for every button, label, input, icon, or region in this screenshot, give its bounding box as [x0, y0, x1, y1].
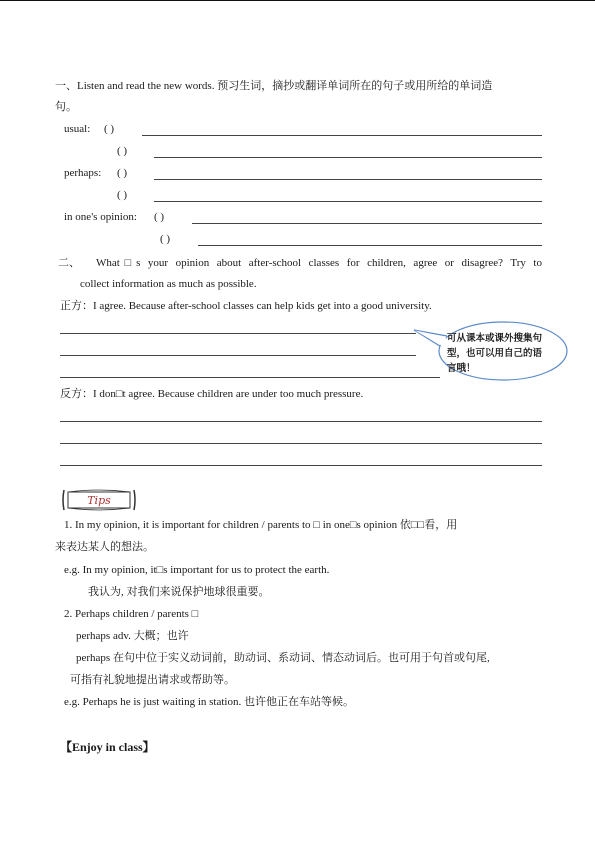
- answer-line: [154, 201, 542, 202]
- top-rule: [0, 0, 595, 1]
- paren-perhaps-1: ( ): [117, 167, 128, 179]
- tips-usage: perhaps 在句中位于实义动词前，助动词、系动词、情态动词后。也可用于句首或句尾,: [76, 652, 490, 664]
- tips-item1-cont: 来表达某人的想法。: [55, 541, 154, 553]
- tips-item2: 2. Perhaps children / parents □: [64, 608, 199, 620]
- paren-opinion-1: ( ): [154, 211, 165, 223]
- paren-perhaps-2: ( ): [117, 189, 128, 201]
- con-statement: 反方：I don□t agree. Because children are under too much pressure.: [60, 388, 364, 400]
- section2-question-cont: collect information as much as possible.: [80, 278, 257, 290]
- bubble-text: 可从课本或课外搜集句型，也可以用自己的语言哦！: [447, 333, 543, 374]
- section2-number: 二、: [58, 257, 80, 269]
- writing-line: [60, 443, 542, 444]
- paren-usual-1: ( ): [104, 123, 115, 135]
- writing-line: [60, 333, 416, 334]
- paren-usual-2: ( ): [117, 145, 128, 157]
- label-perhaps: perhaps:: [64, 167, 102, 179]
- writing-line: [60, 465, 542, 466]
- answer-line: [154, 179, 542, 180]
- tips-example1: e.g. In my opinion, it□s important for us to protect the earth.: [64, 564, 330, 576]
- label-opinion: in one's opinion:: [64, 211, 137, 223]
- tips-logo-text: Tips: [87, 494, 111, 507]
- pro-statement: 正方：I agree. Because after-school classes can help kids get into a good university.: [60, 300, 432, 312]
- answer-line: [142, 135, 542, 136]
- answer-line: [198, 245, 542, 246]
- paren-opinion-2: ( ): [160, 233, 171, 245]
- section1-instruction: 一、Listen and read the new words. 预习生词，摘抄或翻译单词所在的句子或用所给的单词造: [55, 80, 493, 92]
- tips-logo: [60, 487, 138, 513]
- answer-line: [192, 223, 542, 224]
- tips-usage-cont: 可指有礼貌地提出请求或帮助等。: [70, 674, 235, 686]
- enjoy-heading: 【Enjoy in class】: [60, 740, 155, 754]
- tips-example2: e.g. Perhaps he is just waiting in station. 也许他正在车站等候。: [64, 696, 354, 708]
- writing-line: [60, 377, 440, 378]
- section1-instruction-cont: 句。: [55, 101, 77, 113]
- label-usual: usual:: [64, 123, 91, 135]
- section2-question: What□s your opinion about after-school classes for children, agree or disagree? Try to: [96, 257, 542, 269]
- answer-line: [154, 157, 542, 158]
- writing-line: [60, 421, 542, 422]
- writing-line: [60, 355, 416, 356]
- tips-definition: perhaps adv. 大概；也许: [76, 630, 189, 642]
- tips-item1: 1. In my opinion, it is important for children / parents to □ in one□s opinion 依□□看，用: [64, 519, 458, 531]
- tips-example1-translation: 我认为, 对我们来说保护地球很重要。: [88, 586, 270, 598]
